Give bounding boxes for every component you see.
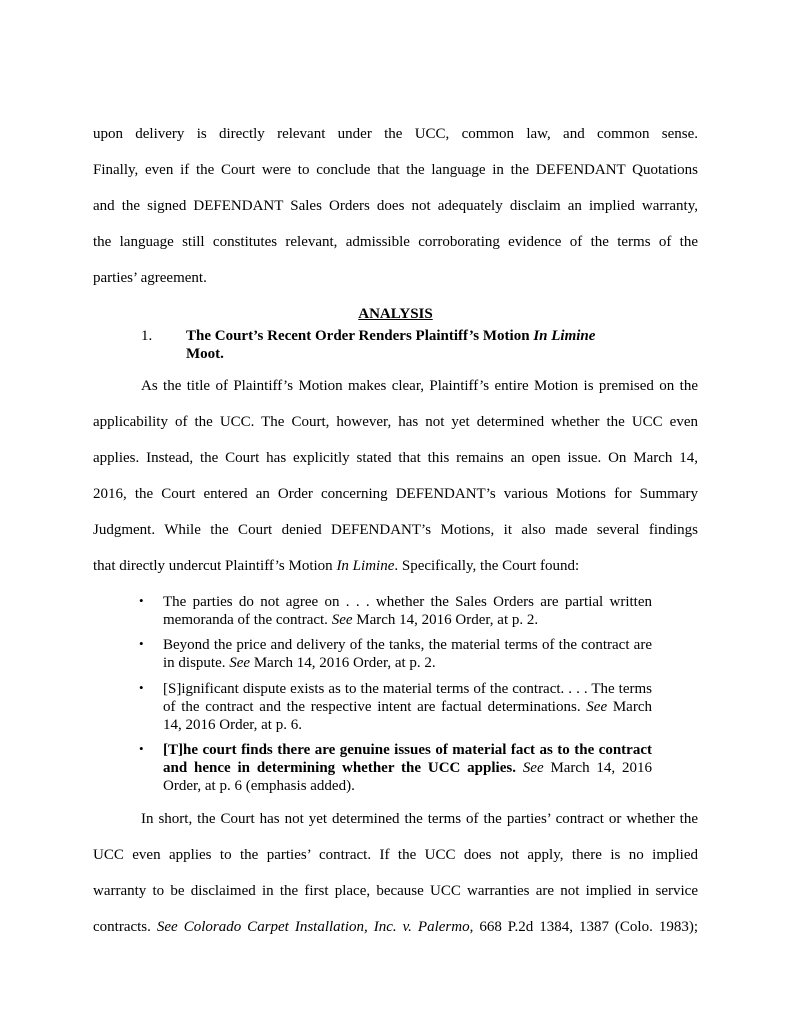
bullet-item-4 (163, 741, 652, 795)
para1-line-4: 2016, the Court entered an Order concerning DEFENDANT’s various Motions for Summary (93, 486, 698, 502)
intro-line-3: and the signed DEFENDANT Sales Orders does not adequately disclaim an implied warranty, (93, 198, 698, 214)
section-heading: ANALYSIS (358, 306, 433, 322)
bullet-glyph: • (139, 593, 144, 608)
para1-line-6-italic: In Limine (336, 558, 395, 574)
bullet-glyph: • (139, 741, 144, 756)
bullet-1-see: See (331, 612, 353, 628)
bullet-3-see: See (586, 699, 608, 715)
para1-line-1: As the title of Plaintiff’s Motion makes clear, Plaintiff’s entire Motion is premised on the (141, 378, 698, 394)
bullet-4-see: See (515, 760, 544, 776)
bullet-2-cite: March 14, 2016 Order, at p. 2. (250, 655, 436, 671)
para2-line-3: warranty to be disclaimed in the first place, because UCC warranties are not implied in service (93, 883, 698, 899)
para1-line-6 (93, 557, 698, 575)
para2-line-4-citation: See Colorado Carpet Installation, Inc. v. Palermo (156, 919, 470, 935)
bullet-4-bold-text: [T]he court finds there are genuine issues of material fact as to the contract and hence in determining whether the UCC applies. (163, 742, 652, 776)
subsection-number: 1. (141, 328, 153, 344)
intro-line-4: the language still constitutes relevant, admissible corroborating evidence of the terms of the (93, 234, 698, 250)
bullet-3-text: [S]ignificant dispute exists as to the material terms of the contract. . . . The terms of the contract and the respective intent are factual determinations. (163, 681, 652, 715)
bullet-glyph: • (139, 680, 144, 695)
bullet-2-see: See (229, 655, 251, 671)
subsection-title-text: The Court’s Recent Order Renders Plaintiff’s Motion (186, 328, 534, 344)
bullet-1-cite: March 14, 2016 Order, at p. 2. (352, 612, 539, 628)
para2-line-1: In short, the Court has not yet determined the terms of the parties’ contract or whether the (141, 811, 698, 827)
bullet-4-cite: March 14, 2016 Order, at p. 6 (emphasis added). (163, 760, 652, 794)
subsection-title-end: Moot. (186, 346, 224, 362)
para2-line-4-end: , 668 P.2d 1384, 1387 (Colo. 1983); (469, 919, 699, 935)
bullet-item-1 (163, 593, 652, 629)
para1-line-6-text: that directly undercut Plaintiff’s Motion (93, 558, 337, 574)
para1-line-3: applies. Instead, the Court has explicitly stated that this remains an open issue. On March 14, (93, 450, 698, 466)
bullet-3-cite: March 14, 2016 Order, at p. 6. (163, 699, 652, 733)
subsection-title (186, 327, 646, 363)
para1-line-6-end: . Specifically, the Court found: (394, 558, 580, 574)
para2-line-4-text: contracts. (93, 919, 157, 935)
intro-line-5: parties’ agreement. (93, 270, 207, 286)
para2-line-4 (93, 918, 698, 936)
para2-line-2: UCC even applies to the parties’ contract. If the UCC does not apply, there is no implied (93, 847, 698, 863)
bullet-glyph: • (139, 636, 144, 651)
intro-line-1: upon delivery is directly relevant under the UCC, common law, and common sense. (93, 126, 698, 142)
bullet-item-2 (163, 636, 652, 672)
intro-line-2: Finally, even if the Court were to conclude that the language in the DEFENDANT Quotations (93, 162, 698, 178)
bullet-2-text: Beyond the price and delivery of the tanks, the material terms of the contract are in dispute. (163, 637, 652, 671)
bullet-1-text: The parties do not agree on . . . whether the Sales Orders are partial written memoranda of the contract. (163, 594, 652, 628)
para1-line-2: applicability of the UCC. The Court, however, has not yet determined whether the UCC even (93, 414, 698, 430)
subsection-title-italic: In Limine (533, 328, 596, 344)
bullet-item-3 (163, 680, 652, 734)
para1-line-5: Judgment. While the Court denied DEFENDANT’s Motions, it also made several findings (93, 522, 698, 538)
